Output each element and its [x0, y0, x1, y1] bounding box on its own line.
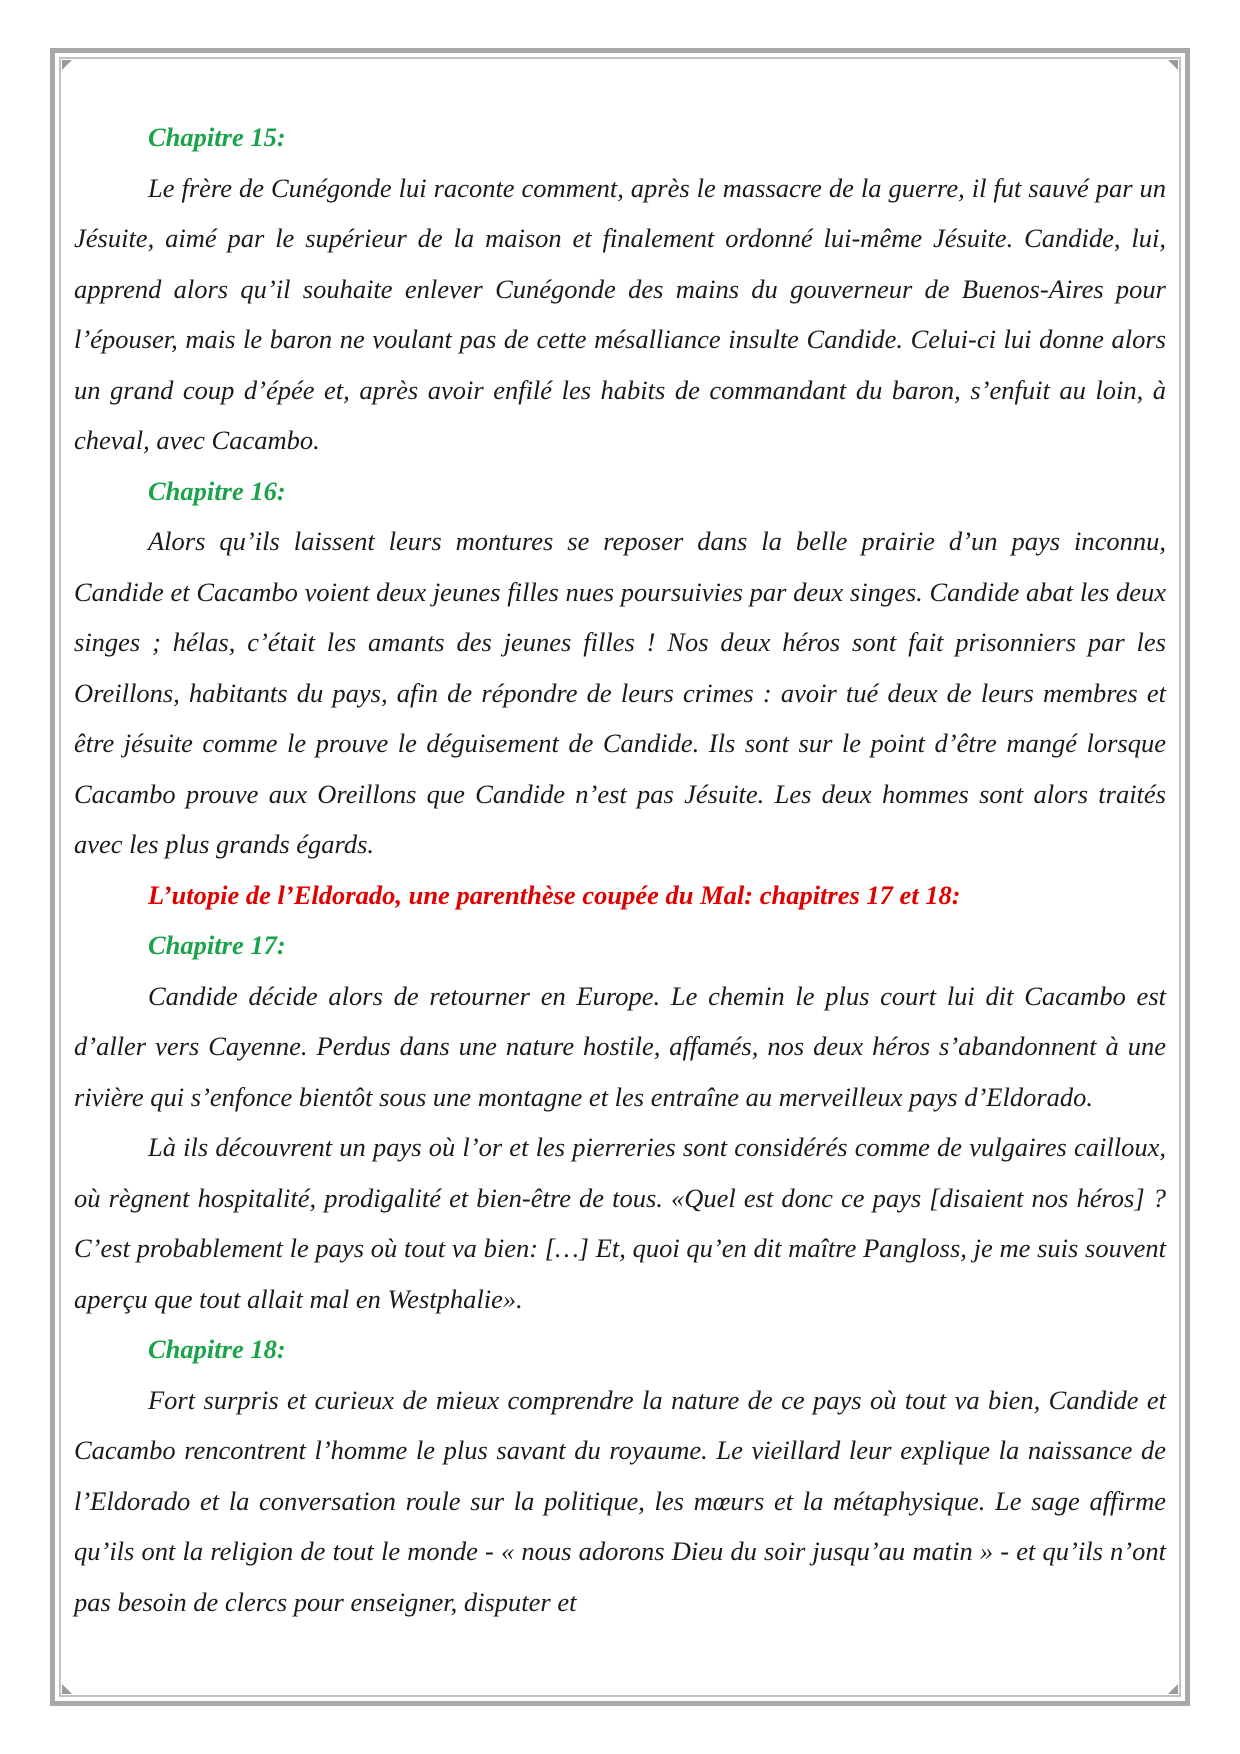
corner-ornament-top-right	[1168, 60, 1178, 70]
chapter-17-paragraph-1: Candide décide alors de retourner en Europe. Le chemin le plus court lui dit Cacambo est d’aller vers Cayenne. Perdus dans une nature hostile, affamés, nos deux héros s’abandonnent à une rivière qui s’enfonce bientôt sous une montagne et les entraîne au merveilleux pays d’Eldorado.	[74, 980, 1166, 1112]
chapter-16-paragraph: Alors qu’ils laissent leurs montures se reposer dans la belle prairie d’un pays inconnu, Candide et Cacambo voient deux jeunes filles nues poursuivies par deux singes. Candide abat les deux singes ; hélas, c’était les amants des jeunes filles ! Nos deux héros sont fait prisonniers par les Oreillons, habitants du pays, afin de répondre de leurs crimes : avoir tué deux de leurs membres et être jésuite comme le prouve le déguisement de Candide. Ils sont sur le point d’être mangé lorsque Cacambo prouve aux Oreillons que Candide n’est pas Jésuite. Les deux hommes sont alors traités avec les plus grands égards.	[74, 526, 1166, 859]
chapter-15-heading: Chapitre 15:	[148, 122, 286, 152]
corner-ornament-bottom-left	[62, 1684, 72, 1694]
corner-ornament-bottom-right	[1168, 1684, 1178, 1694]
chapter-18-paragraph: Fort surpris et curieux de mieux comprendre la nature de ce pays où tout va bien, Candide et Cacambo rencontrent l’homme le plus savant du royaume. Le vieillard leur explique la naissance de l’Eldorado et la conversation roule sur la politique, les mœurs et la métaphysique. Le sage affirme qu’ils ont la religion de tout le monde - « nous adorons Dieu du soir jusqu’au matin » - et qu’ils n’ont pas besoin de clercs pour enseigner, disputer et	[74, 1384, 1166, 1617]
document-body	[74, 112, 1166, 1627]
chapter-18-heading: Chapitre 18:	[148, 1334, 286, 1364]
chapter-17-heading: Chapitre 17:	[148, 930, 286, 960]
chapter-16-heading: Chapitre 16:	[148, 475, 286, 506]
eldorado-section-heading: L’utopie de l’Eldorado, une parenthèse coupée du Mal: chapitres 17 et 18:	[148, 879, 961, 910]
corner-ornament-top-left	[62, 60, 72, 70]
chapter-17-paragraph-2: Là ils découvrent un pays où l’or et les pierreries sont considérés comme de vulgaires cailloux, où règnent hospitalité, prodigalité et bien-être de tous. «Quel est donc ce pays [disaient nos héros] ? C’est probablement le pays où tout va bien: […] Et, quoi qu’en dit maître Pangloss, je me suis souvent aperçu que tout allait mal en Westphalie».	[74, 1132, 1166, 1314]
chapter-15-paragraph: Le frère de Cunégonde lui raconte comment, après le massacre de la guerre, il fut sauvé par un Jésuite, aimé par le supérieur de la maison et finalement ordonné lui-même Jésuite. Candide, lui, apprend alors qu’il souhaite enlever Cunégonde des mains du gouverneur de Buenos-Aires pour l’épouser, mais le baron ne voulant pas de cette mésalliance insulte Candide. Celui-ci lui donne alors un grand coup d’épée et, après avoir enfilé les habits de commandant du baron, s’enfuit au loin, à cheval, avec Cacambo.	[74, 172, 1166, 455]
